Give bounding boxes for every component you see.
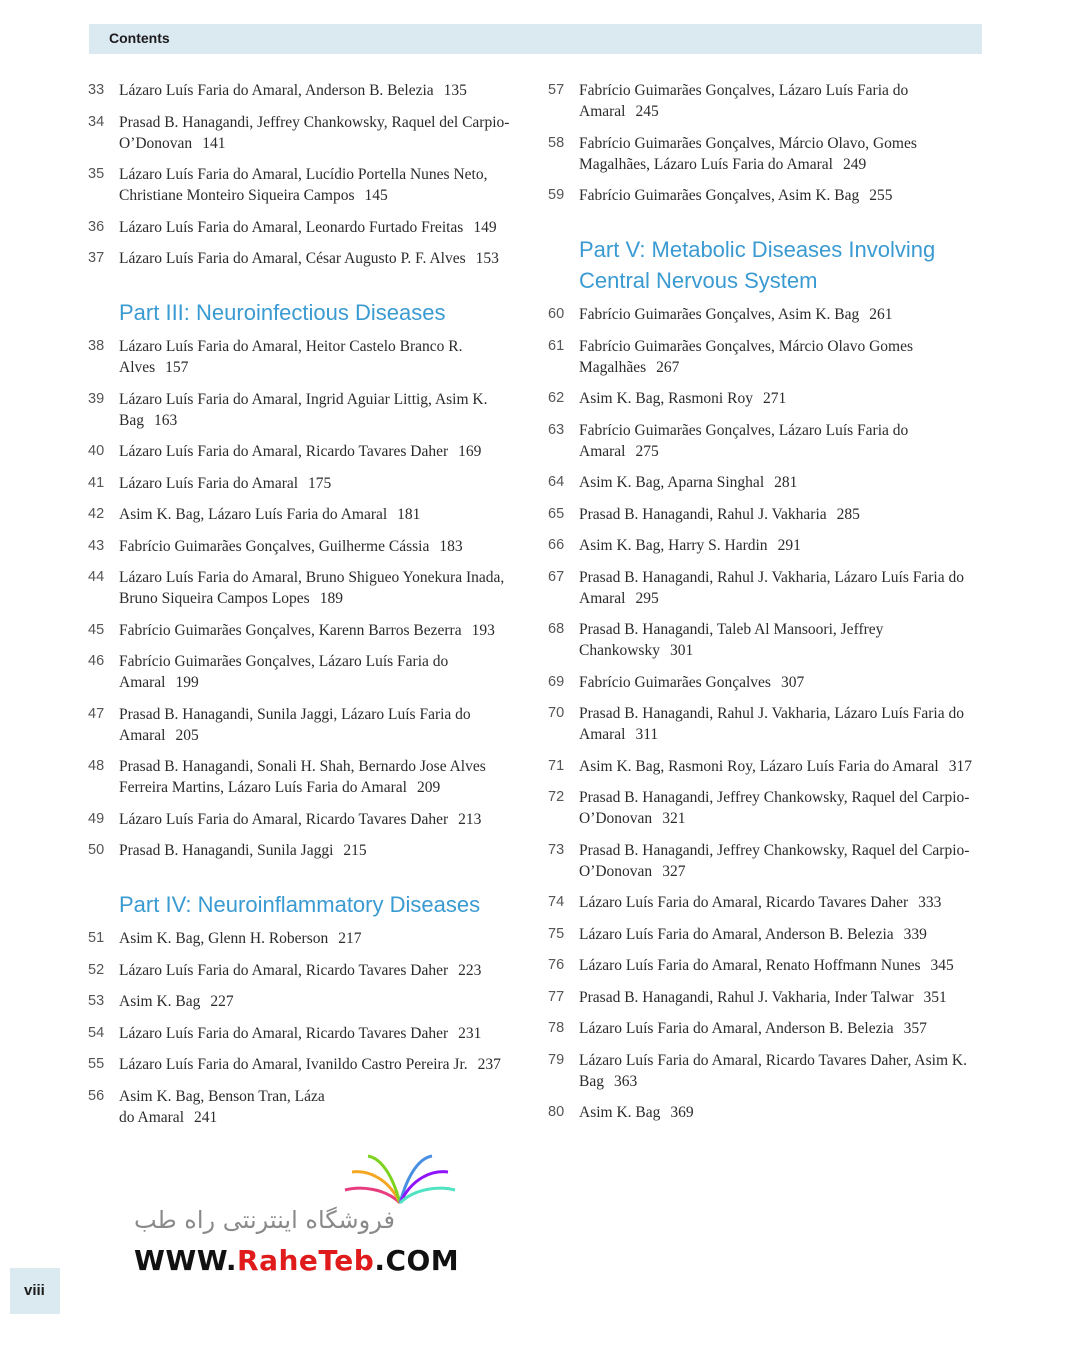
- toc-entry[interactable]: [88, 536, 529, 557]
- chapter-authors: Prasad B. Hanagandi, Rahul J. Vakharia: [579, 505, 827, 523]
- toc-entry[interactable]: [548, 304, 989, 325]
- toc-entry[interactable]: [548, 1102, 989, 1123]
- page-reference: 275: [635, 442, 659, 460]
- chapter-authors: Lázaro Luís Faria do Amaral, Ricardo Tavares Daher: [119, 443, 449, 460]
- toc-entry[interactable]: [88, 473, 529, 494]
- page-reference: 345: [930, 957, 954, 974]
- page-reference: 181: [397, 506, 421, 523]
- chapter-number: 45: [88, 621, 105, 638]
- chapter-authors: Prasad B. Hanagandi, Rahul J. Vakharia, Lázaro Luís Faria do Amaral: [579, 568, 964, 607]
- toc-entry[interactable]: [548, 619, 989, 661]
- running-header: [89, 24, 982, 54]
- chapter-number: 69: [548, 673, 565, 690]
- chapter-authors: Fabrício Guimarães Gonçalves, Guilherme Cássia: [119, 537, 430, 555]
- chapter-authors: Lázaro Luís Faria do Amaral, Lucídio Portella Nunes Neto, Christiane Monteiro Siqueira Campos: [119, 166, 488, 204]
- chapter-authors: Lázaro Luís Faria do Amaral, Leonardo Furtado Freitas: [119, 218, 464, 236]
- chapter-number: 53: [88, 993, 105, 1009]
- chapter-authors: Fabrício Guimarães Gonçalves, Asim K. Bag: [579, 187, 860, 204]
- page-reference: 223: [458, 961, 482, 979]
- toc-entry[interactable]: [88, 80, 529, 101]
- chapter-number: 65: [548, 505, 565, 522]
- toc-entry[interactable]: [88, 756, 529, 798]
- chapter-authors: Prasad B. Hanagandi, Sonali H. Shah, Bernardo Jose Alves Ferreira Martins, Lázaro Luís Faria do Amaral: [119, 758, 486, 796]
- page-reference: 193: [471, 621, 495, 639]
- page-reference: 217: [338, 930, 362, 947]
- toc-entry[interactable]: [88, 928, 529, 949]
- page-reference: 231: [458, 1024, 482, 1042]
- chapter-authors: Fabrício Guimarães Gonçalves, Lázaro Luís Faria do Amaral: [579, 421, 909, 460]
- chapter-number: 34: [88, 113, 105, 130]
- chapter-number: 62: [548, 390, 565, 406]
- page-reference: 209: [416, 779, 441, 796]
- chapter-authors: Asim K. Bag, Lázaro Luís Faria do Amaral: [119, 506, 388, 523]
- chapter-authors: Prasad B. Hanagandi, Jeffrey Chankowsky, Raquel del Carpio-O’Donovan: [119, 113, 510, 152]
- chapter-authors: Prasad B. Hanagandi, Sunila Jaggi: [119, 842, 334, 859]
- page-reference: 267: [656, 358, 680, 376]
- page-reference: 149: [473, 218, 497, 236]
- chapter-number: 64: [548, 474, 565, 490]
- toc-entry[interactable]: [88, 840, 529, 861]
- watermark: [128, 1148, 458, 1288]
- chapter-authors-tail: do Amaral: [119, 1108, 184, 1126]
- toc-entry[interactable]: [548, 1018, 989, 1039]
- chapter-authors: Lázaro Luís Faria do Amaral, Renato Hoffmann Nunes: [579, 957, 921, 974]
- chapter-authors: Asim K. Bag, Harry S. Hardin: [579, 537, 768, 554]
- chapter-authors: Fabrício Guimarães Gonçalves, Karenn Barros Bezerra: [119, 621, 462, 639]
- chapter-authors: Lázaro Luís Faria do Amaral, Ricardo Tavares Daher: [119, 961, 449, 979]
- chapter-authors: Fabrício Guimarães Gonçalves, Asim K. Bag: [579, 306, 860, 323]
- chapter-authors: Prasad B. Hanagandi, Rahul J. Vakharia, Inder Talwar: [579, 988, 914, 1006]
- chapter-authors: Lázaro Luís Faria do Amaral, Ingrid Aguiar Littig, Asim K. Bag: [119, 390, 488, 429]
- chapter-number: 50: [88, 842, 105, 858]
- page-reference: 241: [194, 1108, 218, 1126]
- chapter-authors: Lázaro Luís Faria do Amaral, Ricardo Tavares Daher: [119, 810, 449, 828]
- page-reference: 333: [918, 894, 942, 911]
- chapter-authors: Asim K. Bag, Glenn H. Roberson: [119, 930, 329, 947]
- chapter-authors: Fabrício Guimarães Gonçalves, Lázaro Luís Faria do Amaral: [119, 653, 449, 691]
- chapter-number: 70: [548, 705, 565, 721]
- toc-entry[interactable]: [548, 672, 989, 693]
- toc-entry[interactable]: [548, 472, 989, 493]
- toc-entry[interactable]: [88, 991, 529, 1012]
- chapter-number: 33: [88, 82, 105, 98]
- chapter-number: 56: [88, 1087, 105, 1104]
- chapter-number: 35: [88, 166, 105, 182]
- page-reference: 237: [477, 1056, 501, 1073]
- page-reference: 255: [869, 187, 893, 204]
- page-reference: 307: [780, 673, 805, 691]
- page-reference: 317: [948, 757, 972, 775]
- chapter-number: 59: [548, 187, 565, 203]
- chapter-number: 39: [88, 390, 105, 407]
- chapter-number: 37: [88, 250, 105, 266]
- page-reference: 285: [836, 505, 860, 523]
- page-reference: 311: [635, 726, 659, 743]
- chapter-number: 47: [88, 705, 105, 722]
- chapter-authors: Prasad B. Hanagandi, Jeffrey Chankowsky, Raquel del Carpio-O’Donovan: [579, 789, 970, 827]
- page-reference: 363: [613, 1072, 638, 1090]
- chapter-number: 60: [548, 306, 565, 322]
- page-reference: 157: [165, 359, 189, 376]
- toc-entry[interactable]: [88, 441, 529, 462]
- chapter-number: 77: [548, 988, 565, 1005]
- chapter-authors: Lázaro Luís Faria do Amaral, Ivanildo Castro Pereira Jr.: [119, 1056, 468, 1073]
- page-reference: 271: [762, 390, 787, 407]
- chapter-number: 49: [88, 810, 105, 827]
- chapter-number: 58: [548, 134, 565, 151]
- chapter-authors: Lázaro Luís Faria do Amaral, Ricardo Tavares Daher, Asim K. Bag: [579, 1051, 967, 1090]
- page-number-box: [10, 1268, 60, 1314]
- toc-entry[interactable]: [88, 217, 529, 238]
- page-reference: 295: [635, 589, 659, 607]
- toc-entry[interactable]: [548, 840, 989, 882]
- chapter-number: 54: [88, 1024, 105, 1041]
- toc-list-part3: [88, 336, 528, 861]
- chapter-authors: Prasad B. Hanagandi, Jeffrey Chankowsky, Raquel del Carpio-O’Donovan: [579, 841, 970, 880]
- toc-entry[interactable]: [548, 787, 989, 829]
- chapter-number: 66: [548, 537, 565, 553]
- chapter-number: 40: [88, 443, 105, 459]
- chapter-authors: Fabrício Guimarães Gonçalves: [579, 673, 771, 691]
- page-reference: 169: [458, 443, 482, 460]
- chapter-authors: Fabrício Guimarães Gonçalves, Márcio Olavo, Gomes Magalhães, Lázaro Luís Faria do Amaral: [579, 134, 917, 173]
- chapter-number: 44: [88, 569, 105, 585]
- part-title-4: Part IV: Neuroinflammatory Diseases: [119, 892, 481, 917]
- header-title: Contents: [109, 30, 170, 46]
- chapter-authors: Asim K. Bag, Rasmoni Roy: [579, 390, 753, 407]
- page-reference: 205: [175, 726, 199, 744]
- chapter-number: 57: [548, 82, 565, 98]
- chapter-authors: Asim K. Bag, Rasmoni Roy, Lázaro Luís Faria do Amaral: [579, 757, 939, 775]
- chapter-number: 46: [88, 653, 105, 669]
- page-reference: 301: [669, 642, 694, 659]
- chapter-number: 73: [548, 841, 565, 858]
- chapter-number: 71: [548, 757, 565, 774]
- left-column: [88, 80, 528, 1138]
- page-reference: 227: [210, 993, 234, 1010]
- toc-entry[interactable]: [88, 504, 529, 525]
- toc-list-part5: [548, 304, 988, 1123]
- chapter-authors: Lázaro Luís Faria do Amaral, Ricardo Tavares Daher: [579, 894, 909, 911]
- chapter-number: 42: [88, 506, 105, 522]
- chapter-number: 43: [88, 537, 105, 554]
- page-reference: 357: [903, 1020, 927, 1037]
- chapter-authors: Lázaro Luís Faria do Amaral, Anderson B. Belezia: [119, 82, 434, 99]
- chapter-authors: Lázaro Luís Faria do Amaral, Ricardo Tavares Daher: [119, 1024, 449, 1042]
- toc-entry[interactable]: [88, 1086, 529, 1128]
- chapter-authors: Lázaro Luís Faria do Amaral: [119, 474, 299, 492]
- chapter-authors: Lázaro Luís Faria do Amaral, Heitor Castelo Branco R. Alves: [119, 338, 463, 376]
- chapter-number: 41: [88, 474, 105, 491]
- chapter-authors: Fabrício Guimarães Gonçalves, Lázaro Luís Faria do Amaral: [579, 82, 909, 120]
- page-reference: 351: [923, 988, 947, 1006]
- page-reference: 183: [439, 537, 463, 555]
- toc-entry[interactable]: [548, 388, 989, 409]
- toc-entry[interactable]: [548, 987, 989, 1008]
- toc-entry[interactable]: [88, 704, 529, 746]
- chapter-number: 78: [548, 1020, 565, 1036]
- chapter-number: 48: [88, 758, 105, 774]
- toc-entry[interactable]: [88, 809, 529, 830]
- toc-list-left: [88, 80, 528, 269]
- chapter-authors: Asim K. Bag, Benson Tran, Láza: [119, 1087, 325, 1105]
- page-reference: 281: [774, 474, 798, 491]
- chapter-number: 61: [548, 337, 565, 354]
- toc-entry[interactable]: [548, 924, 989, 945]
- chapter-number: 38: [88, 338, 105, 354]
- toc-entry[interactable]: [548, 955, 989, 976]
- toc-entry[interactable]: [88, 112, 529, 154]
- toc-entry[interactable]: [88, 651, 529, 693]
- page-reference: 369: [670, 1104, 694, 1121]
- toc-entry[interactable]: [548, 420, 989, 462]
- toc-entry[interactable]: [88, 567, 529, 609]
- toc-entry[interactable]: [88, 620, 529, 641]
- toc-entry[interactable]: [88, 960, 529, 981]
- toc-entry[interactable]: [88, 1023, 529, 1044]
- toc-entry[interactable]: [548, 1050, 989, 1092]
- part-title-5: Part V: Metabolic Diseases Involving Central Nervous System: [579, 237, 936, 293]
- toc-entry[interactable]: [548, 756, 989, 777]
- chapter-number: 55: [88, 1056, 105, 1072]
- toc-entry[interactable]: [548, 703, 989, 745]
- chapter-number: 36: [88, 218, 105, 235]
- page-reference: 215: [343, 842, 367, 859]
- page-reference: 321: [662, 810, 686, 827]
- toc-entry[interactable]: [548, 185, 989, 206]
- chapter-number: 72: [548, 789, 565, 805]
- chapter-number: 76: [548, 957, 565, 973]
- chapter-authors: Lázaro Luís Faria do Amaral, Bruno Shigueo Yonekura Inada, Bruno Siqueira Campos Lopes: [119, 569, 505, 607]
- chapter-authors: Lázaro Luís Faria do Amaral, Anderson B. Belezia: [579, 925, 894, 943]
- toc-entry[interactable]: [548, 336, 989, 378]
- toc-entry[interactable]: [88, 336, 529, 378]
- part-title-3: Part III: Neuroinfectious Diseases: [119, 300, 446, 325]
- chapter-number: 80: [548, 1104, 565, 1120]
- chapter-authors: Asim K. Bag, Aparna Singhal: [579, 474, 765, 491]
- page-reference: 291: [777, 537, 801, 554]
- toc-entry[interactable]: [548, 892, 989, 913]
- page-reference: 145: [364, 187, 388, 204]
- toc-entry[interactable]: [548, 504, 989, 525]
- page-reference: 199: [175, 674, 199, 691]
- page-reference: 327: [662, 862, 686, 880]
- page-reference: 163: [153, 411, 178, 429]
- toc-entry[interactable]: [88, 1054, 529, 1075]
- chapter-number: 68: [548, 621, 565, 637]
- chapter-authors: Lázaro Luís Faria do Amaral, César Augusto P. F. Alves: [119, 250, 466, 267]
- toc-entry[interactable]: [88, 389, 529, 431]
- toc-entry[interactable]: [88, 164, 529, 206]
- toc-list-right: [548, 80, 988, 206]
- page-reference: 189: [319, 590, 343, 607]
- chapter-authors: Fabrício Guimarães Gonçalves, Márcio Olavo Gomes Magalhães: [579, 337, 914, 376]
- toc-entry[interactable]: [548, 80, 989, 122]
- page-number: viii: [24, 1282, 45, 1299]
- chapter-number: 51: [88, 930, 105, 946]
- page-reference: 245: [635, 103, 659, 120]
- watermark-url: WWW.RaheTeb.COM: [134, 1244, 460, 1277]
- toc-entry[interactable]: [548, 133, 989, 175]
- toc-entry[interactable]: [548, 567, 989, 609]
- page-reference: 339: [903, 925, 927, 943]
- page-reference: 249: [842, 155, 867, 173]
- page-reference: 141: [202, 134, 226, 152]
- chapter-authors: Prasad B. Hanagandi, Taleb Al Mansoori, Jeffrey Chankowsky: [579, 621, 884, 659]
- page-reference: 135: [443, 82, 467, 99]
- toc-entry[interactable]: [88, 248, 529, 269]
- page-reference: 261: [869, 306, 893, 323]
- chapter-authors: Asim K. Bag: [119, 993, 201, 1010]
- chapter-number: 52: [88, 961, 105, 978]
- watermark-persian-text: فروشگاه اینترنتی راه طب: [134, 1206, 395, 1234]
- page-reference: 153: [475, 250, 499, 267]
- right-column: [548, 80, 988, 1134]
- toc-list-part4: [88, 928, 528, 1128]
- chapter-authors: Prasad B. Hanagandi, Sunila Jaggi, Lázaro Luís Faria do Amaral: [119, 705, 471, 744]
- chapter-authors: Asim K. Bag: [579, 1104, 661, 1121]
- chapter-authors: Prasad B. Hanagandi, Rahul J. Vakharia, Lázaro Luís Faria do Amaral: [579, 705, 964, 743]
- chapter-number: 74: [548, 894, 565, 910]
- chapter-number: 79: [548, 1051, 565, 1068]
- chapter-number: 67: [548, 568, 565, 585]
- page-reference: 213: [458, 810, 482, 828]
- chapter-number: 75: [548, 925, 565, 942]
- chapter-authors: Lázaro Luís Faria do Amaral, Anderson B. Belezia: [579, 1020, 894, 1037]
- page-reference: 175: [308, 474, 332, 492]
- book-logo-icon: [340, 1148, 460, 1208]
- chapter-number: 63: [548, 421, 565, 438]
- toc-entry[interactable]: [548, 535, 989, 556]
